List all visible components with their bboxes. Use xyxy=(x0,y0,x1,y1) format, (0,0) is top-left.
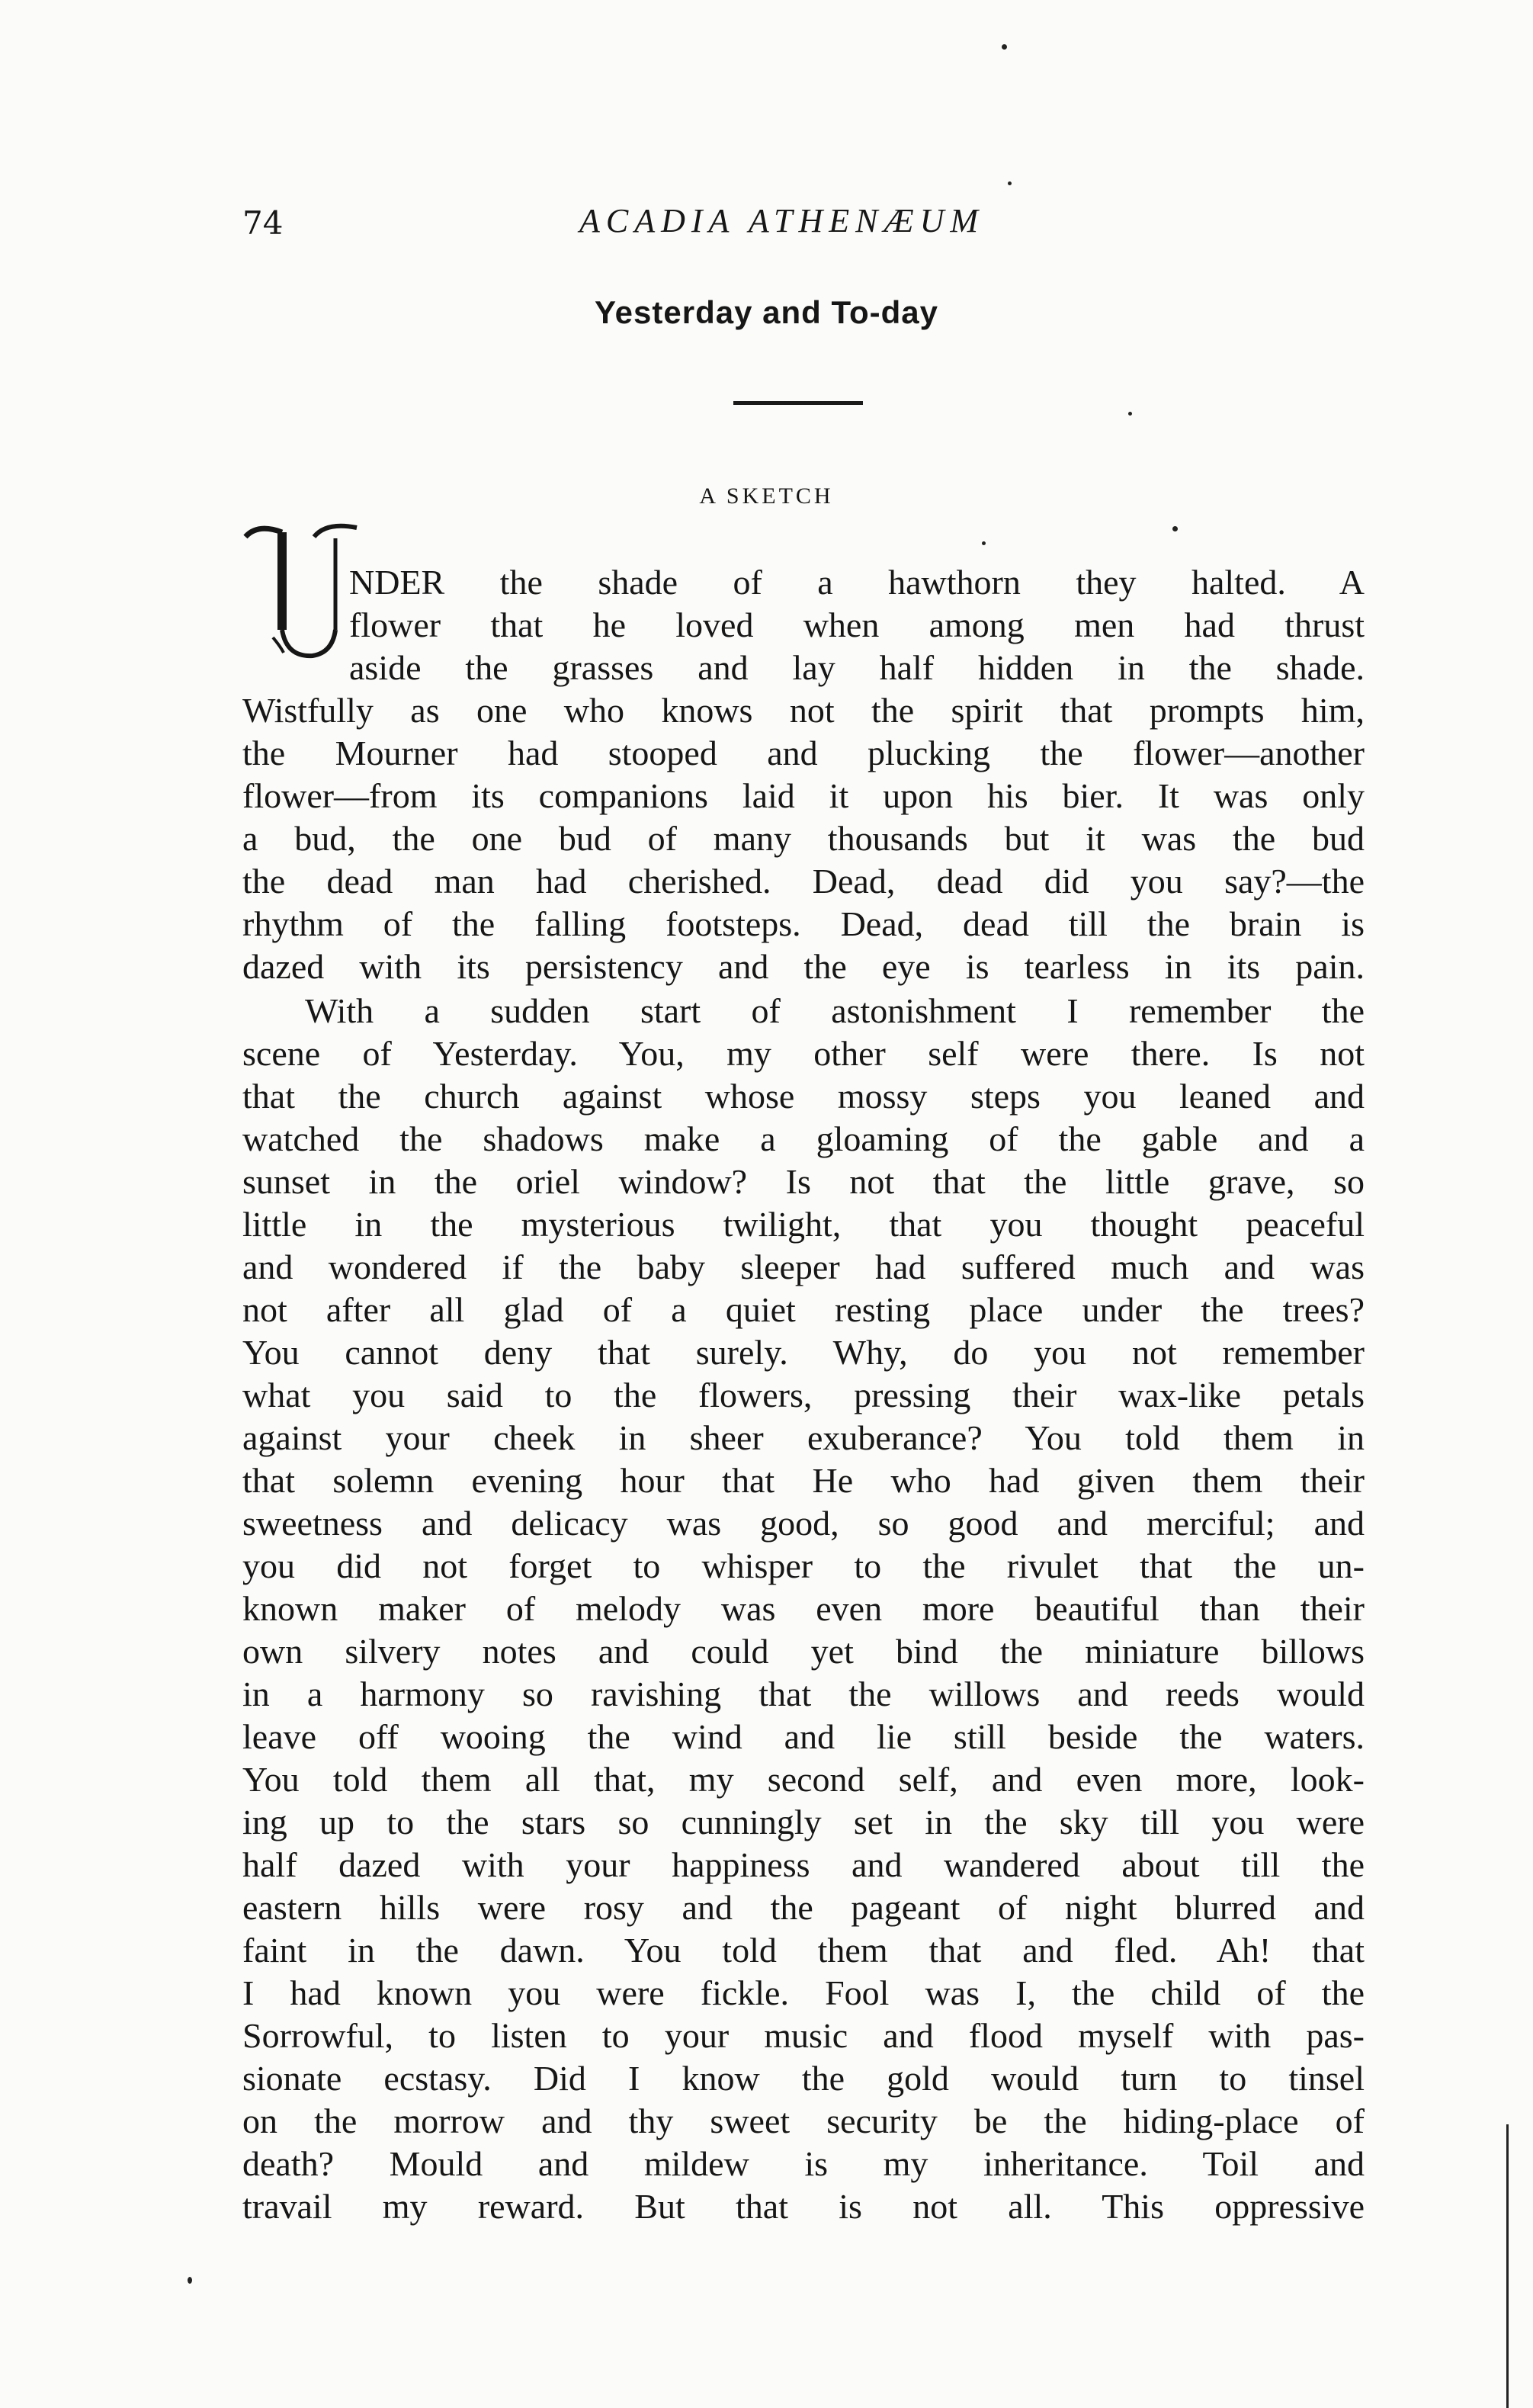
body-line: you did not forget to whisper to the rivulet that the un- xyxy=(242,1546,1365,1585)
body-line: You told them all that, my second self, and even more, look- xyxy=(242,1760,1365,1799)
body-line: and wondered if the baby sleeper had suffered much and was xyxy=(242,1247,1365,1286)
body-line: in a harmony so ravishing that the willows and reeds would xyxy=(242,1674,1365,1713)
body-line: the dead man had cherished. Dead, dead did you say?—the xyxy=(242,862,1365,901)
body-line: on the morrow and thy sweet security be the hiding-place of xyxy=(242,2101,1365,2140)
body-line: aside the grasses and lay half hidden in the shade. xyxy=(349,648,1365,687)
body-line: sunset in the oriel window? Is not that the little grave, so xyxy=(242,1162,1365,1201)
body-line: the Mourner had stooped and plucking the flower—another xyxy=(242,734,1365,772)
body-line: travail my reward. But that is not all. This oppressive xyxy=(242,2187,1365,2226)
body-line: half dazed with your happiness and wandered about till the xyxy=(242,1845,1365,1884)
running-head: ACADIA ATHENÆUM xyxy=(579,202,985,239)
body-line: watched the shadows make a gloaming of the gable and a xyxy=(242,1119,1365,1158)
body-line: that solemn evening hour that He who had given them their xyxy=(242,1461,1365,1500)
body-line: own silvery notes and could yet bind the miniature billows xyxy=(242,1632,1365,1671)
body-line: what you said to the flowers, pressing their wax-like petals xyxy=(242,1376,1365,1414)
body-line: faint in the dawn. You told them that and fled. Ah! that xyxy=(242,1931,1365,1970)
body-line: sionate ecstasy. Did I know the gold would turn to tinsel xyxy=(242,2059,1365,2098)
body-line: leave off wooing the wind and lie still beside the waters. xyxy=(242,1717,1365,1756)
body-line: against your cheek in sheer exuberance? You told them in xyxy=(242,1418,1365,1457)
page-number: 74 xyxy=(242,204,284,242)
article-title: Yesterday and To-day xyxy=(594,294,939,330)
body-line: eastern hills were rosy and the pageant of night blurred and xyxy=(242,1888,1365,1927)
body-line: death? Mould and mildew is my inheritance. Toil and xyxy=(242,2144,1365,2183)
body-line: scene of Yesterday. You, my other self were there. Is not xyxy=(242,1034,1365,1073)
body-line: With a sudden start of astonishment I remember the xyxy=(305,991,1365,1030)
body-line: rhythm of the falling footsteps. Dead, dead till the brain is xyxy=(242,904,1365,943)
body-line: NDER the shade of a hawthorn they halted. A xyxy=(349,563,1365,602)
body-line: little in the mysterious twilight, that you thought peaceful xyxy=(242,1205,1365,1244)
body-line: You cannot deny that surely. Why, do you not remember xyxy=(242,1333,1365,1372)
body-line: not after all glad of a quiet resting place under the trees? xyxy=(242,1290,1365,1329)
body-line: flower—from its companions laid it upon his bier. It was only xyxy=(242,776,1365,815)
article-subtitle: A SKETCH xyxy=(699,483,834,509)
body-line: Sorrowful, to listen to your music and flood myself with pas- xyxy=(242,2016,1365,2055)
body-line: sweetness and delicacy was good, so good and merciful; and xyxy=(242,1504,1365,1543)
body-line: flower that he loved when among men had thrust xyxy=(349,605,1365,644)
body-line: dazed with its persistency and the eye is tearless in its pain. xyxy=(242,947,1365,986)
body-line: I had known you were fickle. Fool was I, the child of the xyxy=(242,1973,1365,2012)
body-line: known maker of melody was even more beautiful than their xyxy=(242,1589,1365,1628)
body-line: a bud, the one bud of many thousands but it was the bud xyxy=(242,819,1365,858)
body-line: ing up to the stars so cunningly set in the sky till you were xyxy=(242,1803,1365,1841)
body-line: that the church against whose mossy steps you leaned and xyxy=(242,1077,1365,1116)
body-line: Wistfully as one who knows not the spirit that prompts him, xyxy=(242,691,1365,730)
